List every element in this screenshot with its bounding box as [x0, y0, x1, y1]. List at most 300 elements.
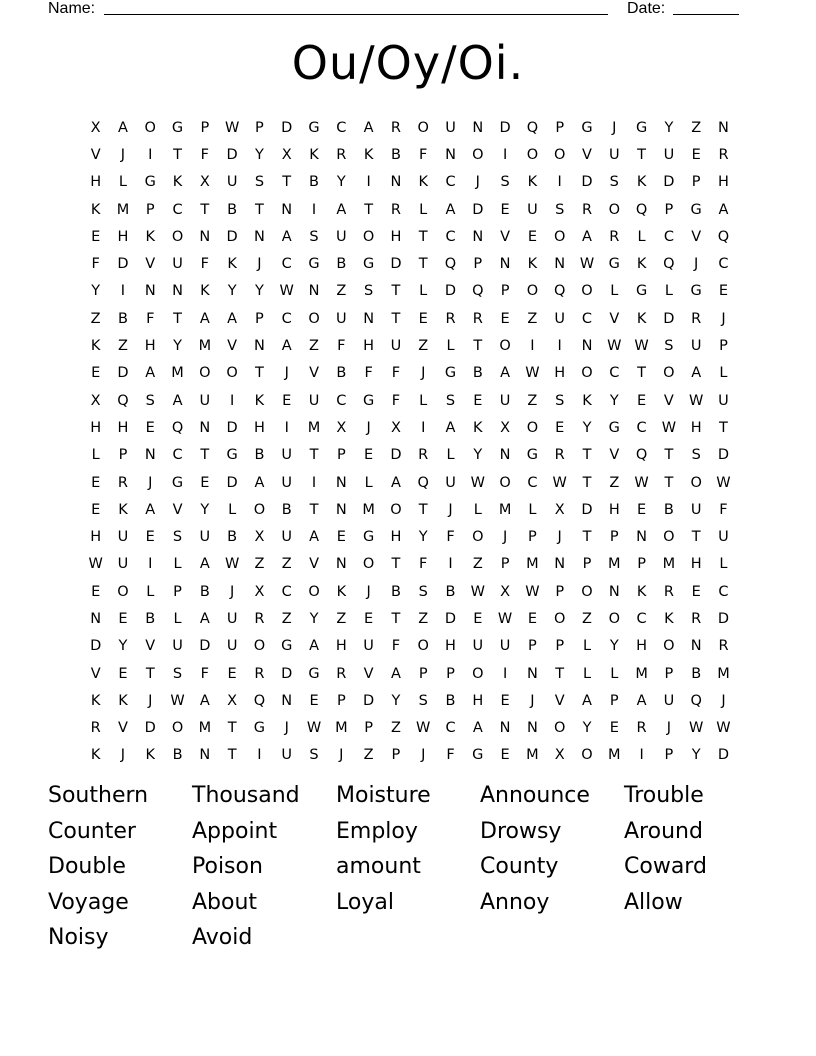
grid-letter: N — [554, 556, 566, 573]
grid-letter: Z — [691, 119, 702, 136]
grid-letter: K — [309, 146, 319, 163]
grid-letter: S — [418, 692, 428, 709]
grid-letter: N — [144, 283, 156, 300]
grid-letter: O — [663, 638, 675, 655]
grid-letter: E — [500, 310, 510, 327]
grid-letter: D — [226, 146, 238, 163]
grid-letter: O — [171, 720, 184, 737]
grid-letter: M — [526, 556, 539, 573]
grid-letter: E — [637, 392, 647, 409]
grid-letter: X — [254, 529, 265, 546]
grid-letter: K — [582, 392, 592, 409]
grid-letter: W — [607, 338, 622, 355]
grid-letter: V — [90, 146, 101, 163]
grid-letter: S — [364, 283, 374, 300]
grid-letter: L — [419, 201, 428, 218]
grid-letter: S — [254, 174, 265, 191]
grid-letter: E — [555, 419, 565, 436]
grid-letter: F — [200, 256, 209, 273]
grid-letter: K — [636, 174, 647, 191]
grid-letter: W — [497, 610, 513, 627]
grid-letter: D — [199, 638, 211, 655]
grid-letter: Y — [118, 638, 128, 655]
grid-letter: P — [364, 720, 373, 737]
grid-letter: X — [390, 419, 401, 436]
letter-grid — [82, 114, 737, 769]
grid-letter: I — [257, 747, 262, 764]
grid-letter: H — [636, 638, 648, 655]
grid-letter: D — [281, 665, 293, 682]
grid-letter: Y — [391, 692, 401, 709]
grid-letter: P — [528, 638, 537, 655]
grid-letter: M — [116, 201, 130, 218]
grid-letter: V — [609, 310, 620, 327]
grid-letter: U — [336, 228, 347, 245]
grid-letter: M — [335, 720, 348, 737]
grid-letter: B — [445, 692, 456, 709]
grid-letter: E — [473, 610, 483, 627]
grid-letter: R — [663, 583, 674, 600]
grid-letter: N — [199, 747, 211, 764]
grid-letter: C — [636, 610, 647, 627]
grid-letter: U — [281, 447, 293, 464]
grid-letter: O — [553, 146, 566, 163]
grid-letter: O — [553, 610, 566, 627]
grid-letter: B — [227, 529, 238, 546]
grid-letter: P — [664, 201, 674, 218]
grid-letter: E — [118, 665, 128, 682]
grid-letter: W — [525, 583, 540, 600]
grid-letter: K — [664, 610, 674, 627]
grid-letter: S — [418, 583, 428, 600]
grid-letter: B — [281, 501, 292, 518]
grid-letter: Y — [91, 283, 101, 300]
grid-letter: A — [390, 474, 401, 491]
grid-letter: O — [226, 365, 238, 382]
grid-letter: O — [417, 638, 429, 655]
grid-letter: L — [364, 474, 373, 491]
grid-letter: B — [145, 610, 156, 627]
grid-letter: A — [582, 228, 592, 245]
grid-letter: N — [608, 583, 620, 600]
grid-letter: V — [691, 228, 702, 245]
grid-letter: R — [472, 310, 483, 327]
grid-letter: U — [663, 146, 675, 163]
grid-letter: W — [552, 474, 567, 491]
grid-letter: O — [553, 720, 566, 737]
grid-letter: Y — [227, 283, 237, 300]
grid-letter: Q — [171, 419, 184, 436]
grid-letter: O — [472, 529, 484, 546]
grid-letter: O — [553, 228, 566, 245]
grid-letter: C — [336, 392, 347, 409]
grid-letter: R — [336, 665, 347, 682]
grid-letter: H — [335, 638, 347, 655]
grid-letter: T — [391, 283, 401, 300]
grid-letter: R — [117, 474, 128, 491]
grid-letter: C — [581, 310, 593, 327]
grid-letter: A — [117, 119, 128, 136]
grid-letter: A — [718, 201, 729, 218]
grid-letter: L — [719, 365, 728, 382]
grid-letter: O — [362, 556, 375, 573]
grid-letter: E — [91, 583, 101, 600]
grid-letter: W — [579, 256, 595, 273]
grid-letter: D — [117, 365, 129, 382]
grid-letter: Z — [117, 338, 128, 355]
grid-letter: M — [362, 501, 375, 518]
grid-letter: O — [526, 419, 539, 436]
grid-letter: U — [718, 529, 729, 546]
grid-letter: W — [416, 720, 431, 737]
grid-letter: T — [418, 501, 428, 518]
grid-letter: D — [444, 283, 457, 300]
grid-letter: P — [255, 310, 264, 327]
grid-letter: U — [281, 474, 293, 491]
grid-letter: Y — [173, 338, 182, 355]
grid-letter: M — [526, 747, 539, 764]
word-bank-item: Poison — [192, 854, 263, 880]
grid-letter: N — [172, 283, 183, 300]
grid-letter: R — [718, 146, 729, 163]
grid-letter: L — [664, 283, 673, 300]
grid-letter: N — [581, 338, 593, 355]
grid-letter: E — [145, 419, 155, 436]
grid-letter: Z — [582, 610, 592, 627]
word-bank-item: About — [192, 889, 258, 915]
grid-letter: D — [363, 692, 375, 709]
grid-letter: A — [199, 556, 210, 573]
grid-letter: M — [662, 556, 676, 573]
grid-letter: T — [664, 447, 674, 464]
grid-letter: G — [608, 419, 620, 436]
grid-letter: N — [281, 692, 293, 709]
grid-letter: K — [527, 256, 538, 273]
grid-letter: Q — [717, 228, 730, 245]
grid-letter: U — [281, 747, 293, 764]
grid-letter: K — [145, 747, 155, 764]
grid-letter: T — [200, 447, 210, 464]
grid-letter: W — [661, 419, 677, 436]
grid-letter: I — [639, 747, 644, 764]
grid-letter: P — [336, 692, 346, 709]
grid-letter: Z — [281, 610, 292, 627]
grid-letter: N — [199, 228, 211, 245]
grid-letter: I — [557, 174, 562, 191]
grid-letter: M — [608, 556, 621, 573]
grid-letter: B — [691, 665, 702, 682]
grid-letter: R — [390, 119, 401, 136]
grid-letter: D — [663, 174, 675, 191]
grid-letter: P — [555, 583, 565, 600]
grid-letter: F — [391, 365, 401, 382]
grid-letter: P — [200, 119, 210, 136]
grid-letter: U — [117, 556, 129, 573]
grid-letter: S — [309, 747, 319, 764]
grid-letter: U — [663, 692, 675, 709]
word-bank-item: Annoy — [480, 889, 550, 915]
grid-letter: P — [609, 529, 619, 546]
grid-letter: L — [173, 610, 182, 627]
grid-letter: L — [719, 556, 728, 573]
grid-letter: S — [145, 392, 155, 409]
grid-letter: I — [120, 283, 126, 300]
grid-letter: X — [500, 419, 511, 436]
grid-letter: L — [446, 338, 455, 355]
grid-letter: R — [609, 228, 620, 245]
grid-letter: Z — [90, 310, 101, 327]
grid-letter: B — [445, 583, 456, 600]
name-blank-line — [104, 14, 608, 15]
grid-letter: Z — [281, 556, 292, 573]
grid-letter: H — [253, 419, 265, 436]
grid-letter: Y — [582, 720, 592, 737]
grid-letter: T — [173, 310, 182, 327]
grid-letter: T — [473, 338, 483, 355]
grid-letter: K — [200, 283, 210, 300]
grid-letter: J — [229, 583, 235, 600]
grid-letter: D — [663, 310, 675, 327]
grid-letter: I — [229, 392, 235, 409]
grid-letter: B — [117, 310, 128, 327]
grid-letter: Y — [255, 146, 264, 163]
grid-letter: F — [446, 747, 455, 764]
grid-letter: E — [364, 610, 374, 627]
grid-letter: D — [581, 174, 593, 191]
grid-letter: C — [609, 365, 620, 382]
grid-letter: C — [445, 720, 456, 737]
grid-letter: G — [171, 474, 184, 491]
grid-letter: Y — [609, 392, 619, 409]
grid-letter: D — [717, 747, 730, 764]
grid-letter: S — [555, 392, 565, 409]
grid-letter: O — [690, 474, 702, 491]
grid-letter: P — [664, 747, 674, 764]
grid-letter: M — [171, 365, 184, 382]
grid-letter: E — [200, 474, 210, 491]
grid-letter: L — [419, 283, 428, 300]
grid-letter: N — [335, 556, 347, 573]
grid-letter: J — [721, 310, 726, 327]
grid-letter: A — [336, 201, 347, 218]
grid-letter: L — [582, 665, 592, 682]
grid-letter: L — [637, 228, 646, 245]
grid-letter: P — [555, 638, 565, 655]
grid-letter: F — [719, 501, 728, 518]
grid-letter: D — [226, 419, 238, 436]
grid-letter: G — [171, 119, 184, 136]
grid-letter: G — [253, 720, 266, 737]
grid-letter: G — [362, 529, 375, 546]
grid-letter: F — [419, 556, 428, 573]
grid-letter: K — [227, 256, 237, 273]
grid-letter: N — [390, 174, 402, 191]
grid-letter: A — [145, 501, 156, 518]
grid-letter: K — [636, 583, 647, 600]
grid-letter: D — [499, 119, 511, 136]
grid-letter: X — [254, 583, 265, 600]
grid-letter: Z — [527, 392, 538, 409]
grid-letter: Q — [417, 474, 429, 491]
grid-letter: V — [145, 256, 156, 273]
grid-letter: E — [336, 529, 346, 546]
grid-letter: Z — [336, 283, 347, 300]
grid-letter: T — [555, 665, 565, 682]
grid-letter: U — [499, 638, 511, 655]
grid-letter: W — [170, 692, 185, 709]
grid-letter: N — [554, 256, 566, 273]
word-bank-item: Coward — [624, 854, 707, 880]
grid-letter: N — [472, 119, 484, 136]
grid-letter: E — [473, 392, 483, 409]
grid-letter: C — [527, 474, 538, 491]
grid-letter: N — [526, 665, 538, 682]
grid-letter: H — [117, 228, 129, 245]
grid-letter: W — [525, 365, 540, 382]
grid-letter: N — [499, 447, 511, 464]
grid-letter: Y — [582, 419, 592, 436]
grid-letter: J — [284, 365, 289, 382]
grid-letter: S — [500, 174, 510, 191]
grid-letter: O — [663, 529, 675, 546]
grid-letter: D — [717, 610, 730, 627]
grid-letter: K — [90, 338, 101, 355]
grid-letter: X — [227, 692, 238, 709]
grid-letter: Z — [472, 556, 483, 573]
word-bank-item: Drowsy — [480, 818, 562, 844]
grid-letter: M — [198, 720, 212, 737]
grid-letter: J — [421, 747, 426, 764]
grid-letter: A — [199, 610, 210, 627]
grid-letter: X — [90, 392, 101, 409]
grid-letter: Q — [635, 201, 648, 218]
grid-letter: G — [690, 283, 702, 300]
grid-letter: G — [226, 447, 238, 464]
grid-letter: A — [445, 201, 456, 218]
grid-letter: O — [581, 747, 593, 764]
grid-letter: T — [173, 146, 182, 163]
grid-letter: J — [612, 119, 617, 136]
grid-letter: L — [582, 638, 592, 655]
grid-letter: K — [172, 174, 183, 191]
grid-letter: C — [172, 201, 183, 218]
grid-letter: G — [472, 747, 484, 764]
grid-letter: J — [366, 583, 371, 600]
grid-letter: F — [419, 146, 428, 163]
grid-letter: V — [363, 665, 374, 682]
grid-letter: I — [311, 474, 317, 491]
grid-letter: E — [500, 692, 510, 709]
grid-letter: F — [91, 256, 100, 273]
grid-letter: J — [284, 720, 289, 737]
grid-letter: U — [390, 338, 402, 355]
word-bank-item: Allow — [624, 889, 683, 915]
grid-letter: T — [255, 201, 264, 218]
grid-letter: P — [145, 201, 155, 218]
grid-letter: M — [717, 665, 730, 682]
grid-letter: H — [690, 419, 702, 436]
grid-letter: K — [636, 256, 647, 273]
grid-letter: I — [148, 146, 153, 163]
grid-letter: O — [499, 474, 511, 491]
name-label: Name: — [48, 0, 96, 17]
grid-letter: T — [637, 365, 647, 382]
grid-letter: T — [145, 665, 155, 682]
grid-letter: X — [281, 146, 292, 163]
grid-letter: C — [281, 310, 292, 327]
grid-letter: H — [472, 692, 484, 709]
grid-letter: E — [527, 610, 537, 627]
grid-letter: H — [90, 174, 102, 191]
grid-letter: G — [308, 665, 320, 682]
grid-letter: A — [254, 474, 265, 491]
grid-letter: U — [226, 638, 238, 655]
grid-letter: P — [500, 556, 510, 573]
grid-letter: F — [391, 638, 401, 655]
grid-letter: K — [636, 310, 647, 327]
grid-letter: O — [472, 665, 484, 682]
grid-letter: T — [255, 365, 264, 382]
grid-letter: V — [227, 338, 238, 355]
grid-letter: Z — [254, 556, 265, 573]
grid-letter: N — [499, 720, 511, 737]
grid-letter: L — [228, 501, 237, 518]
grid-letter: T — [664, 474, 674, 491]
grid-letter: L — [528, 501, 537, 518]
grid-letter: Z — [609, 474, 620, 491]
grid-letter: U — [472, 638, 484, 655]
grid-letter: I — [502, 665, 508, 682]
grid-letter: T — [227, 747, 237, 764]
grid-letter: Z — [390, 720, 401, 737]
grid-letter: Y — [664, 119, 674, 136]
grid-letter: X — [554, 501, 565, 518]
grid-letter: C — [718, 256, 729, 273]
grid-letter: Z — [309, 338, 319, 355]
word-bank-item: Loyal — [336, 889, 394, 915]
grid-letter: E — [500, 201, 510, 218]
grid-letter: S — [609, 174, 619, 191]
grid-letter: E — [637, 501, 647, 518]
grid-letter: I — [148, 556, 153, 573]
grid-letter: C — [445, 228, 456, 245]
grid-letter: N — [254, 228, 265, 245]
grid-letter: D — [444, 610, 457, 627]
grid-letter: T — [719, 419, 728, 436]
grid-letter: B — [336, 365, 347, 382]
grid-letter: J — [475, 174, 480, 191]
grid-letter: E — [91, 501, 101, 518]
grid-letter: T — [418, 228, 428, 245]
grid-letter: D — [472, 201, 484, 218]
grid-letter: V — [609, 447, 620, 464]
grid-letter: W — [306, 720, 322, 737]
grid-letter: U — [281, 529, 293, 546]
grid-letter: H — [117, 419, 129, 436]
word-bank-item: Trouble — [624, 783, 704, 808]
grid-letter: X — [500, 583, 511, 600]
grid-letter: P — [500, 283, 510, 300]
grid-letter: J — [120, 747, 126, 764]
grid-letter: R — [418, 447, 429, 464]
grid-letter: Y — [336, 174, 346, 191]
grid-letter: V — [117, 720, 128, 737]
grid-letter: I — [530, 338, 535, 355]
grid-letter: U — [690, 501, 702, 518]
grid-letter: V — [90, 665, 101, 682]
grid-letter: A — [199, 692, 210, 709]
word-bank-item: Moisture — [336, 783, 431, 808]
